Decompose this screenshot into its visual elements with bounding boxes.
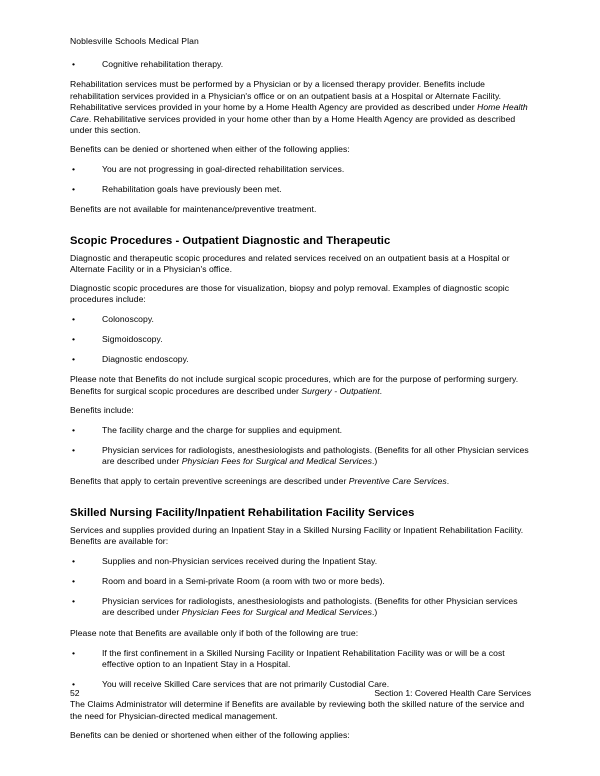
footer-page-number: 52 <box>70 688 80 698</box>
list-item <box>70 354 531 365</box>
list-item <box>70 314 531 325</box>
list-item-text: Physician services for radiologists, anesthesiologists and pathologists. (Benefits for all other Physician services are described under <box>102 444 529 466</box>
list-item <box>70 556 531 567</box>
bullet-icon: • <box>72 595 76 606</box>
list-item <box>70 334 531 345</box>
list-item <box>70 445 531 468</box>
bullet-list-rehab-intro <box>70 59 531 70</box>
list-item-text: Rehabilitation goals have previously been met. <box>102 183 282 194</box>
italic-term-surgery-outpatient: Surgery - Outpatient <box>301 385 380 396</box>
list-item-text: The facility charge and the charge for supplies and equipment. <box>102 424 343 435</box>
list-item <box>70 164 531 175</box>
list-item <box>70 425 531 436</box>
list-item-text: Supplies and non-Physician services received during the Inpatient Stay. <box>102 556 378 567</box>
section-heading-scopic: Scopic Procedures - Outpatient Diagnostic and Therapeutic <box>70 234 391 247</box>
paragraph-text-tail: . <box>446 476 450 487</box>
list-item <box>70 648 531 671</box>
paragraph-denied-shortened-1: Benefits can be denied or shortened when either of the following applies: <box>70 143 350 154</box>
section-scopic-procedures <box>70 234 531 248</box>
bullet-icon: • <box>72 556 76 567</box>
bullet-icon: • <box>72 424 76 435</box>
footer-section-label: Section 1: Covered Health Care Services <box>374 688 531 698</box>
bullet-icon: • <box>72 163 76 174</box>
list-item <box>70 576 531 587</box>
paragraph-please-note-surgical <box>70 374 531 397</box>
running-header: Noblesville Schools Medical Plan <box>70 36 199 46</box>
paragraph-text: Benefits that apply to certain preventive screenings are described under <box>70 476 349 487</box>
bullet-icon: • <box>72 183 76 194</box>
bullet-list-scopic-examples <box>70 314 531 365</box>
bullet-list-scopic-benefits <box>70 425 531 468</box>
paragraph-no-maintenance: Benefits are not available for maintenance/preventive treatment. <box>70 204 317 215</box>
italic-term-physician-fees-2: Physician Fees for Surgical and Medical Services <box>181 607 372 618</box>
paragraph-preventive-screenings <box>70 476 531 487</box>
paragraph-text: Rehabilitation services must be performed by a Physician or by a licensed therapy provider. Benefits include rehabilitation services provided in a Physician's office or on an outpatient basis at a Hospital or Alternate Facility. Rehabilitative services provided in your home by a Home Health Agency are provided as described under <box>70 79 502 113</box>
bullet-icon: • <box>72 678 76 689</box>
bullet-list-skilled-benefits <box>70 556 531 619</box>
bullet-list-skilled-conditions <box>70 648 531 691</box>
italic-term-physician-fees-1: Physician Fees for Surgical and Medical Services <box>181 455 372 466</box>
bullet-icon: • <box>72 334 76 345</box>
bullet-icon: • <box>72 647 76 658</box>
paragraph-skilled-intro: Services and supplies provided during an Inpatient Stay in a Skilled Nursing Facility or Inpatient Rehabilitation Facility. Benefits are available for: <box>70 524 524 547</box>
paragraph-denied-shortened-2: Benefits can be denied or shortened when either of the following applies: <box>70 729 350 740</box>
paragraph-scopic-examples: Diagnostic scopic procedures are those for visualization, biopsy and polyp removal. Examples of diagnostic scopic procedures include: <box>70 282 510 305</box>
italic-term-preventive-care-services: Preventive Care Services <box>348 476 447 487</box>
paragraph-text-tail: . Rehabilitative services provided in your home other than by a Home Health Agency are provided as described under this section. <box>70 113 516 136</box>
paragraph-claims-administrator: The Claims Administrator will determine if Benefits are available by reviewing both the skilled nature of the service and the need for Physician-directed medical management. <box>70 699 525 721</box>
bullet-icon: • <box>72 59 76 69</box>
paragraph-text-tail: . <box>379 385 383 396</box>
paragraph-text: Please note that Benefits do not include surgical scopic procedures, which are for the purpose of performing surgery. Benefits for surgical scopic procedures are described under <box>70 374 519 396</box>
list-item <box>70 184 531 195</box>
list-item-text: Sigmoidoscopy. <box>102 334 163 345</box>
section-skilled-nursing <box>70 506 531 520</box>
page-content <box>70 0 531 741</box>
paragraph-benefits-include: Benefits include: <box>70 404 134 415</box>
list-item <box>70 59 531 70</box>
list-item-text-tail: .) <box>371 607 378 618</box>
list-item-text: You will receive Skilled Care services that are not primarily Custodial Care. <box>102 678 390 689</box>
bullet-icon: • <box>72 444 76 455</box>
bullet-icon: • <box>72 575 76 586</box>
paragraph-please-note-both-true: Please note that Benefits are available only if both of the following are true: <box>70 627 359 638</box>
list-item-text: Cognitive rehabilitation therapy. <box>102 59 224 69</box>
italic-term-home-health-care: Home Health Care <box>70 102 528 124</box>
list-item-text: Diagnostic endoscopy. <box>102 354 189 364</box>
bullet-icon: • <box>72 354 76 364</box>
bullet-list-denial-reasons <box>70 164 531 195</box>
list-item-text: You are not progressing in goal-directed rehabilitation services. <box>102 163 345 174</box>
list-item-text: If the first confinement in a Skilled Nursing Facility or Inpatient Rehabilitation Facility was or will be a cost effective option to an Inpatient Stay in a Hospital. <box>102 647 505 669</box>
paragraph-rehab-services <box>70 79 531 136</box>
page-footer <box>70 688 531 699</box>
paragraph-scopic-intro: Diagnostic and therapeutic scopic procedures and related services received on an outpatient basis at a Hospital or Alternate Facility or in a Physician's office. <box>70 252 510 274</box>
list-item-text: Room and board in a Semi-private Room (a room with two or more beds). <box>102 575 385 586</box>
list-item-text: Physician services for radiologists, anesthesiologists and pathologists. (Benefits for other Physician services are described under <box>102 595 518 618</box>
list-item-text-tail: .) <box>371 455 378 466</box>
bullet-icon: • <box>72 314 76 325</box>
list-item-text: Colonoscopy. <box>102 314 154 325</box>
section-heading-skilled-nursing: Skilled Nursing Facility/Inpatient Rehabilitation Facility Services <box>70 506 415 519</box>
list-item <box>70 596 531 619</box>
